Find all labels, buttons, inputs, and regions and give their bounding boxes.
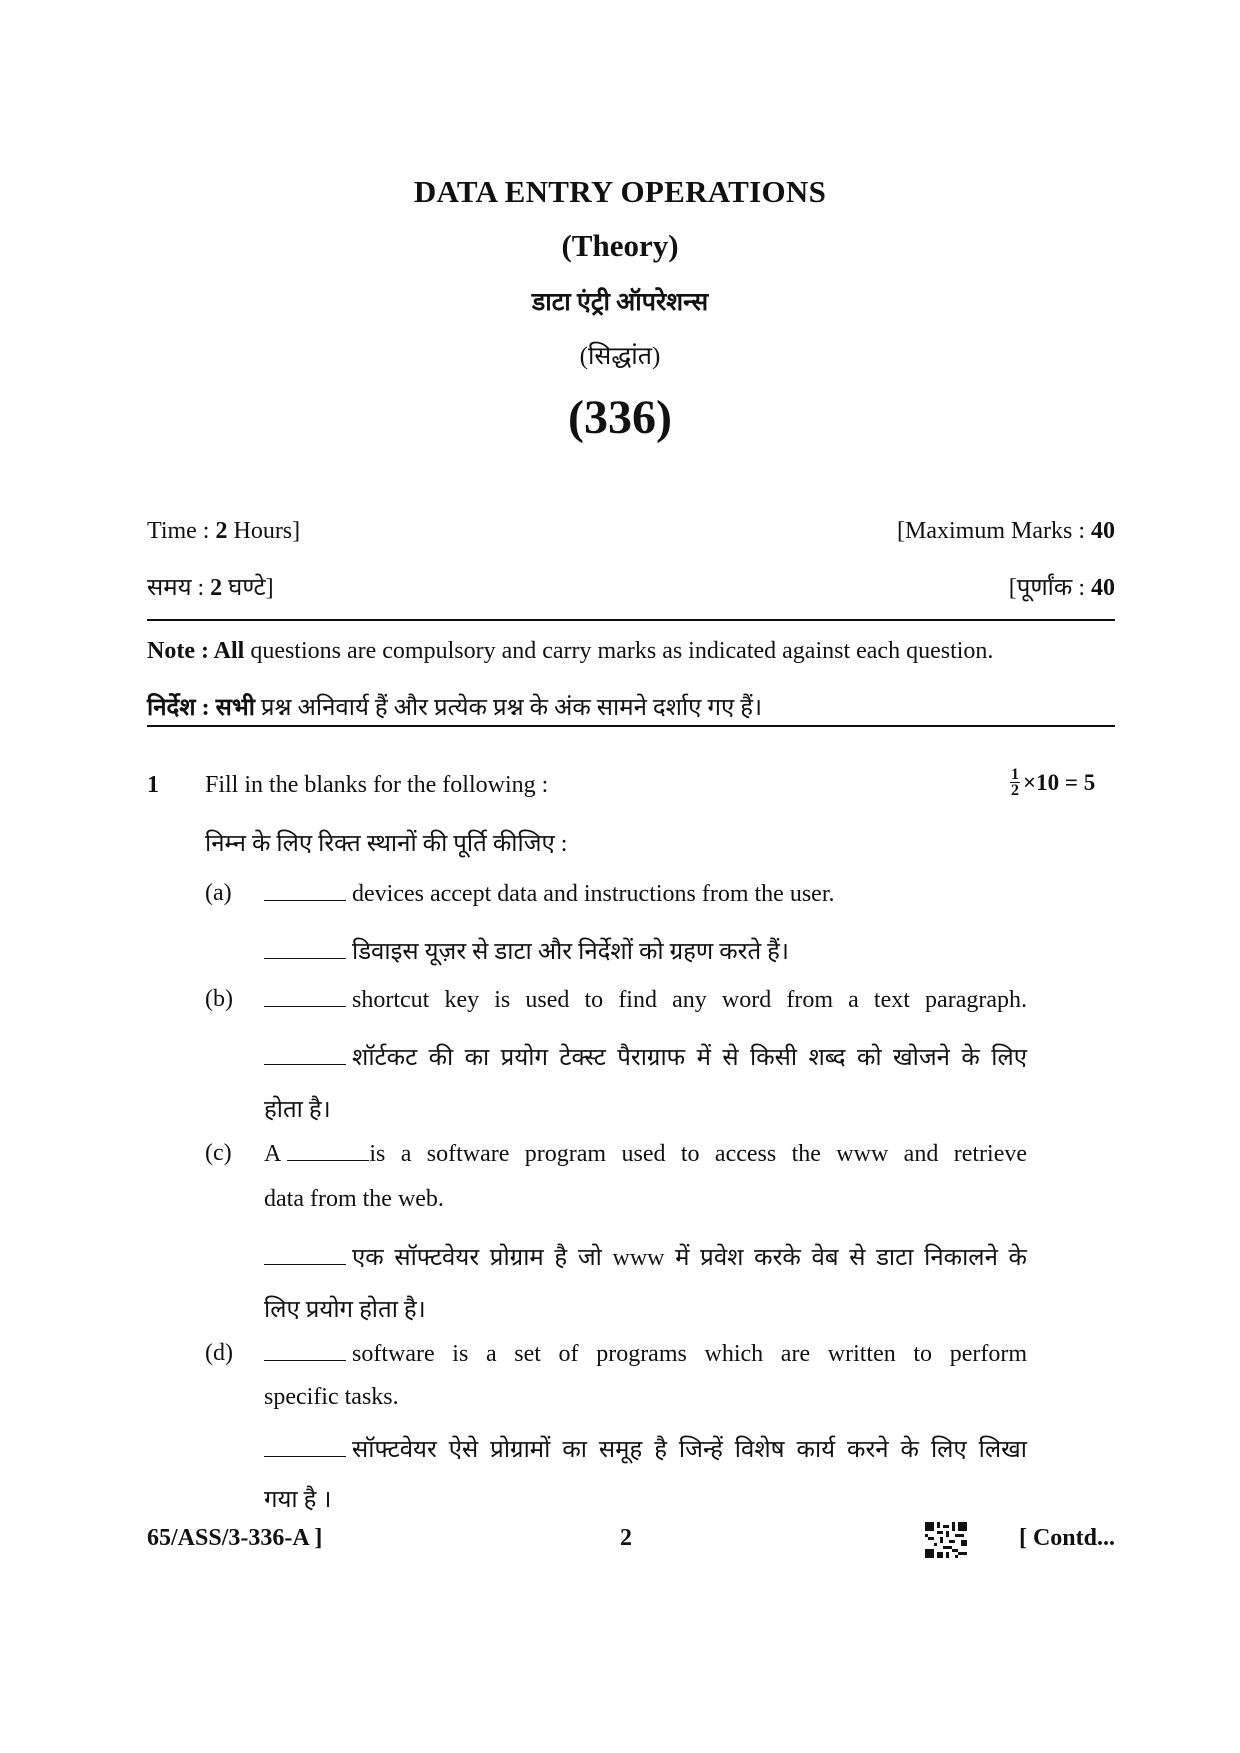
paper-subtitle: (Theory) [561,228,679,263]
item-d-en-1: software is a set of programs which are written to perform [264,1340,1027,1368]
item-a-hi: डिवाइस यूज़र से डाटा और निर्देशों को ग्रहण करते हैं। [264,934,1027,967]
time-en: Time : 2 Hours] [147,518,301,544]
note-en: Note : All questions are compulsory and carry marks as indicated against each question. [147,638,994,664]
blank-line [264,938,346,959]
question-text-hi: निम्न के लिए रिक्त स्थानों की पूर्ति कीजिए : [205,831,568,857]
blank-line [264,1044,346,1065]
paper-subtitle-hindi: (सिद्धांत) [579,343,661,370]
blank-line [264,1340,346,1361]
time-hi: समय : 2 घण्टे] [147,575,274,601]
time-marks-row-hi [147,570,1115,603]
paper-title: DATA ENTRY OPERATIONS [413,174,827,209]
item-d-label: (d) [205,1340,233,1366]
item-d-hi-2: गया है । [264,1487,332,1513]
qr-code-icon [925,1522,967,1558]
blank-line [264,986,346,1007]
divider-bottom [147,725,1115,727]
item-c-hi-1: एक सॉफ्टवेयर प्रोग्राम है जो www में प्रवेश करके वेब से डाटा निकालने के [264,1240,1027,1273]
divider-top [147,619,1115,621]
paper-code: 65/ASS/3-336-A ] [147,1525,323,1551]
time-marks-row-en [147,518,1115,545]
blank-line [287,1140,369,1161]
question-text-en: Fill in the blanks for the following : [205,772,549,798]
blank-line [264,1244,346,1265]
max-marks-hi: [पूर्णांक : 40 [1008,575,1115,601]
note-hi: निर्देश : सभी प्रश्न अनिवार्य हैं और प्रत्येक प्रश्न के अंक सामने दर्शाए गए हैं। [147,695,763,721]
blank-line [264,1436,346,1457]
item-a-label: (a) [205,880,232,906]
question-number: 1 [147,772,159,798]
item-c-en-1: A is a software program used to access the www and retrieve [264,1141,1027,1167]
max-marks-en: [Maximum Marks : 40 [897,518,1115,544]
item-a-en: devices accept data and instructions from the user. [264,880,1027,908]
item-c-en-2: data from the web. [264,1186,444,1212]
item-d-hi-1: सॉफ्टवेयर ऐसे प्रोग्रामों का समूह है जिन्हें विशेष कार्य करने के लिए लिखा [264,1432,1027,1465]
item-c-hi-2: लिए प्रयोग होता है। [264,1297,426,1323]
item-b-hi-2: होता है। [264,1097,331,1123]
page-number: 2 [620,1525,632,1551]
subject-code: (336) [568,391,672,444]
question-marks: $\frac{1}{2}$ ×10 = 5 [1011,766,1096,799]
item-b-en: shortcut key is used to find any word from a text paragraph. [264,986,1027,1014]
item-d-en-2: specific tasks. [264,1384,399,1410]
item-b-label: (b) [205,986,233,1012]
paper-title-hindi: डाटा एंट्री ऑपरेशन्स [531,289,709,316]
continued-label: [ Contd... [1018,1525,1115,1551]
item-b-hi-1: शॉर्टकट की का प्रयोग टेक्स्ट पैराग्राफ में से किसी शब्द को खोजने के लिए [264,1040,1027,1073]
item-c-label: (c) [205,1140,232,1166]
blank-line [264,880,346,901]
